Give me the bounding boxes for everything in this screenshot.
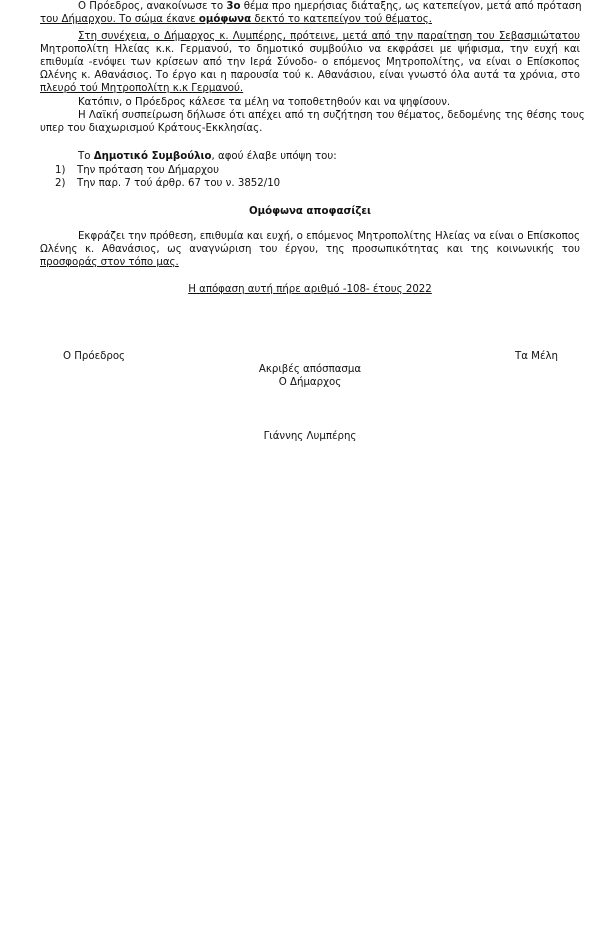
council-lead: Το Δημοτικό Συμβούλιο, αφού έλαβε υπόψη του:	[78, 151, 337, 162]
mayor-title: Ο Δήμαρχος	[278, 377, 342, 388]
president-label: Ο Πρόεδρος	[63, 351, 126, 362]
list-item: 2) Την παρ. 7 τού άρθρ. 67 του ν. 3852/10	[55, 178, 281, 190]
paragraph-proposal-line-1: Στη συνέχεια, ο Δήμαρχος κ. Λυμπέρης, πρότεινε, μετά από την παραίτηση του Σεβασμιώτατου	[78, 31, 580, 42]
paragraph-proposal-line-2: Μητροπολίτη Ηλείας κ.κ. Γερμανού, το δημοτικό συμβούλιο να εκφράσει με ψήφισμα, την ευχή και	[40, 44, 580, 56]
paragraph-proposal-line-5: πλευρό τού Μητροπολίτη κ.κ Γερμανού.	[40, 83, 244, 95]
paragraph-decision-line-1: Εκφράζει την πρόθεση, επιθυμία και ευχή, ο επόμενος Μητροπολίτης Ηλείας να είναι ο Επίσκοπος	[78, 231, 580, 242]
paragraph-agenda-line-2: του Δήμαρχου. Το σώμα έκανε ομόφωνα δεκτό το κατεπείγον τού θέματος.	[40, 14, 432, 26]
members-label: Τα Μέλη	[515, 351, 558, 362]
paragraph-decision	[40, 230, 580, 269]
paragraph-decision-line-2: Ωλένης κ. Αθανάσιος, ως αναγνώριση του έργου, της προσωπικότητας και της κοινωνικής του	[40, 244, 580, 256]
decision-number-line: Η απόφαση αυτή πήρε αριθμό -108- έτους 2022	[188, 284, 432, 295]
topic-number: 3ο	[226, 1, 241, 12]
paragraph-vote-call: Κατόπιν, ο Πρόεδρος κάλεσε τα μέλη να τοποθετηθούν και να ψηφίσουν.	[78, 97, 451, 108]
paragraph-proposal-line-4: Ωλένης κ. Αθανάσιος. Το έργο και η παρουσία τού κ. Αθανάσιου, είναι γνωστό όλα αυτά τα χρόνια, στο	[40, 70, 580, 82]
paragraph-abstention	[40, 109, 585, 135]
mayor-name: Γιάννης Λυμπέρης	[263, 431, 357, 442]
considerations-list	[55, 164, 280, 190]
list-item: 1) Την πρόταση του Δήμαρχου	[55, 165, 220, 176]
paragraph-agenda-line-1: Ο Πρόεδρος, ανακοίνωσε το 3ο θέμα προ ημερήσιας διάταξης, ως κατεπείγον, μετά από πρόταση	[78, 1, 582, 12]
paragraph-abstention-line-2: υπερ του διαχωρισμού Κράτους-Εκκλησίας.	[40, 123, 263, 135]
paragraph-decision-line-3: προσφοράς στον τόπο μας.	[40, 257, 179, 269]
paragraph-proposal	[40, 30, 580, 95]
unanimous-word: ομόφωνα	[198, 14, 252, 26]
paragraph-abstention-line-1: Η Λαϊκή συσπείρωση δήλωσε ότι απέχει από τη συζήτηση του θέματος, δεδομένης της θέσης τους	[78, 110, 585, 121]
paragraph-agenda	[40, 0, 580, 26]
council-name: Δημοτικό Συμβούλιο	[93, 151, 212, 162]
paragraph-proposal-line-3: επιθυμία -ενόψει των κρίσεων από την Ιερά Σύνοδο- ο επόμενος Μητροπολίτης, να είναι ο Επίσκοπος	[40, 57, 580, 69]
copy-label: Ακριβές απόσπασμα	[258, 364, 362, 375]
decision-heading: Ομόφωνα αποφασίζει	[248, 206, 372, 217]
